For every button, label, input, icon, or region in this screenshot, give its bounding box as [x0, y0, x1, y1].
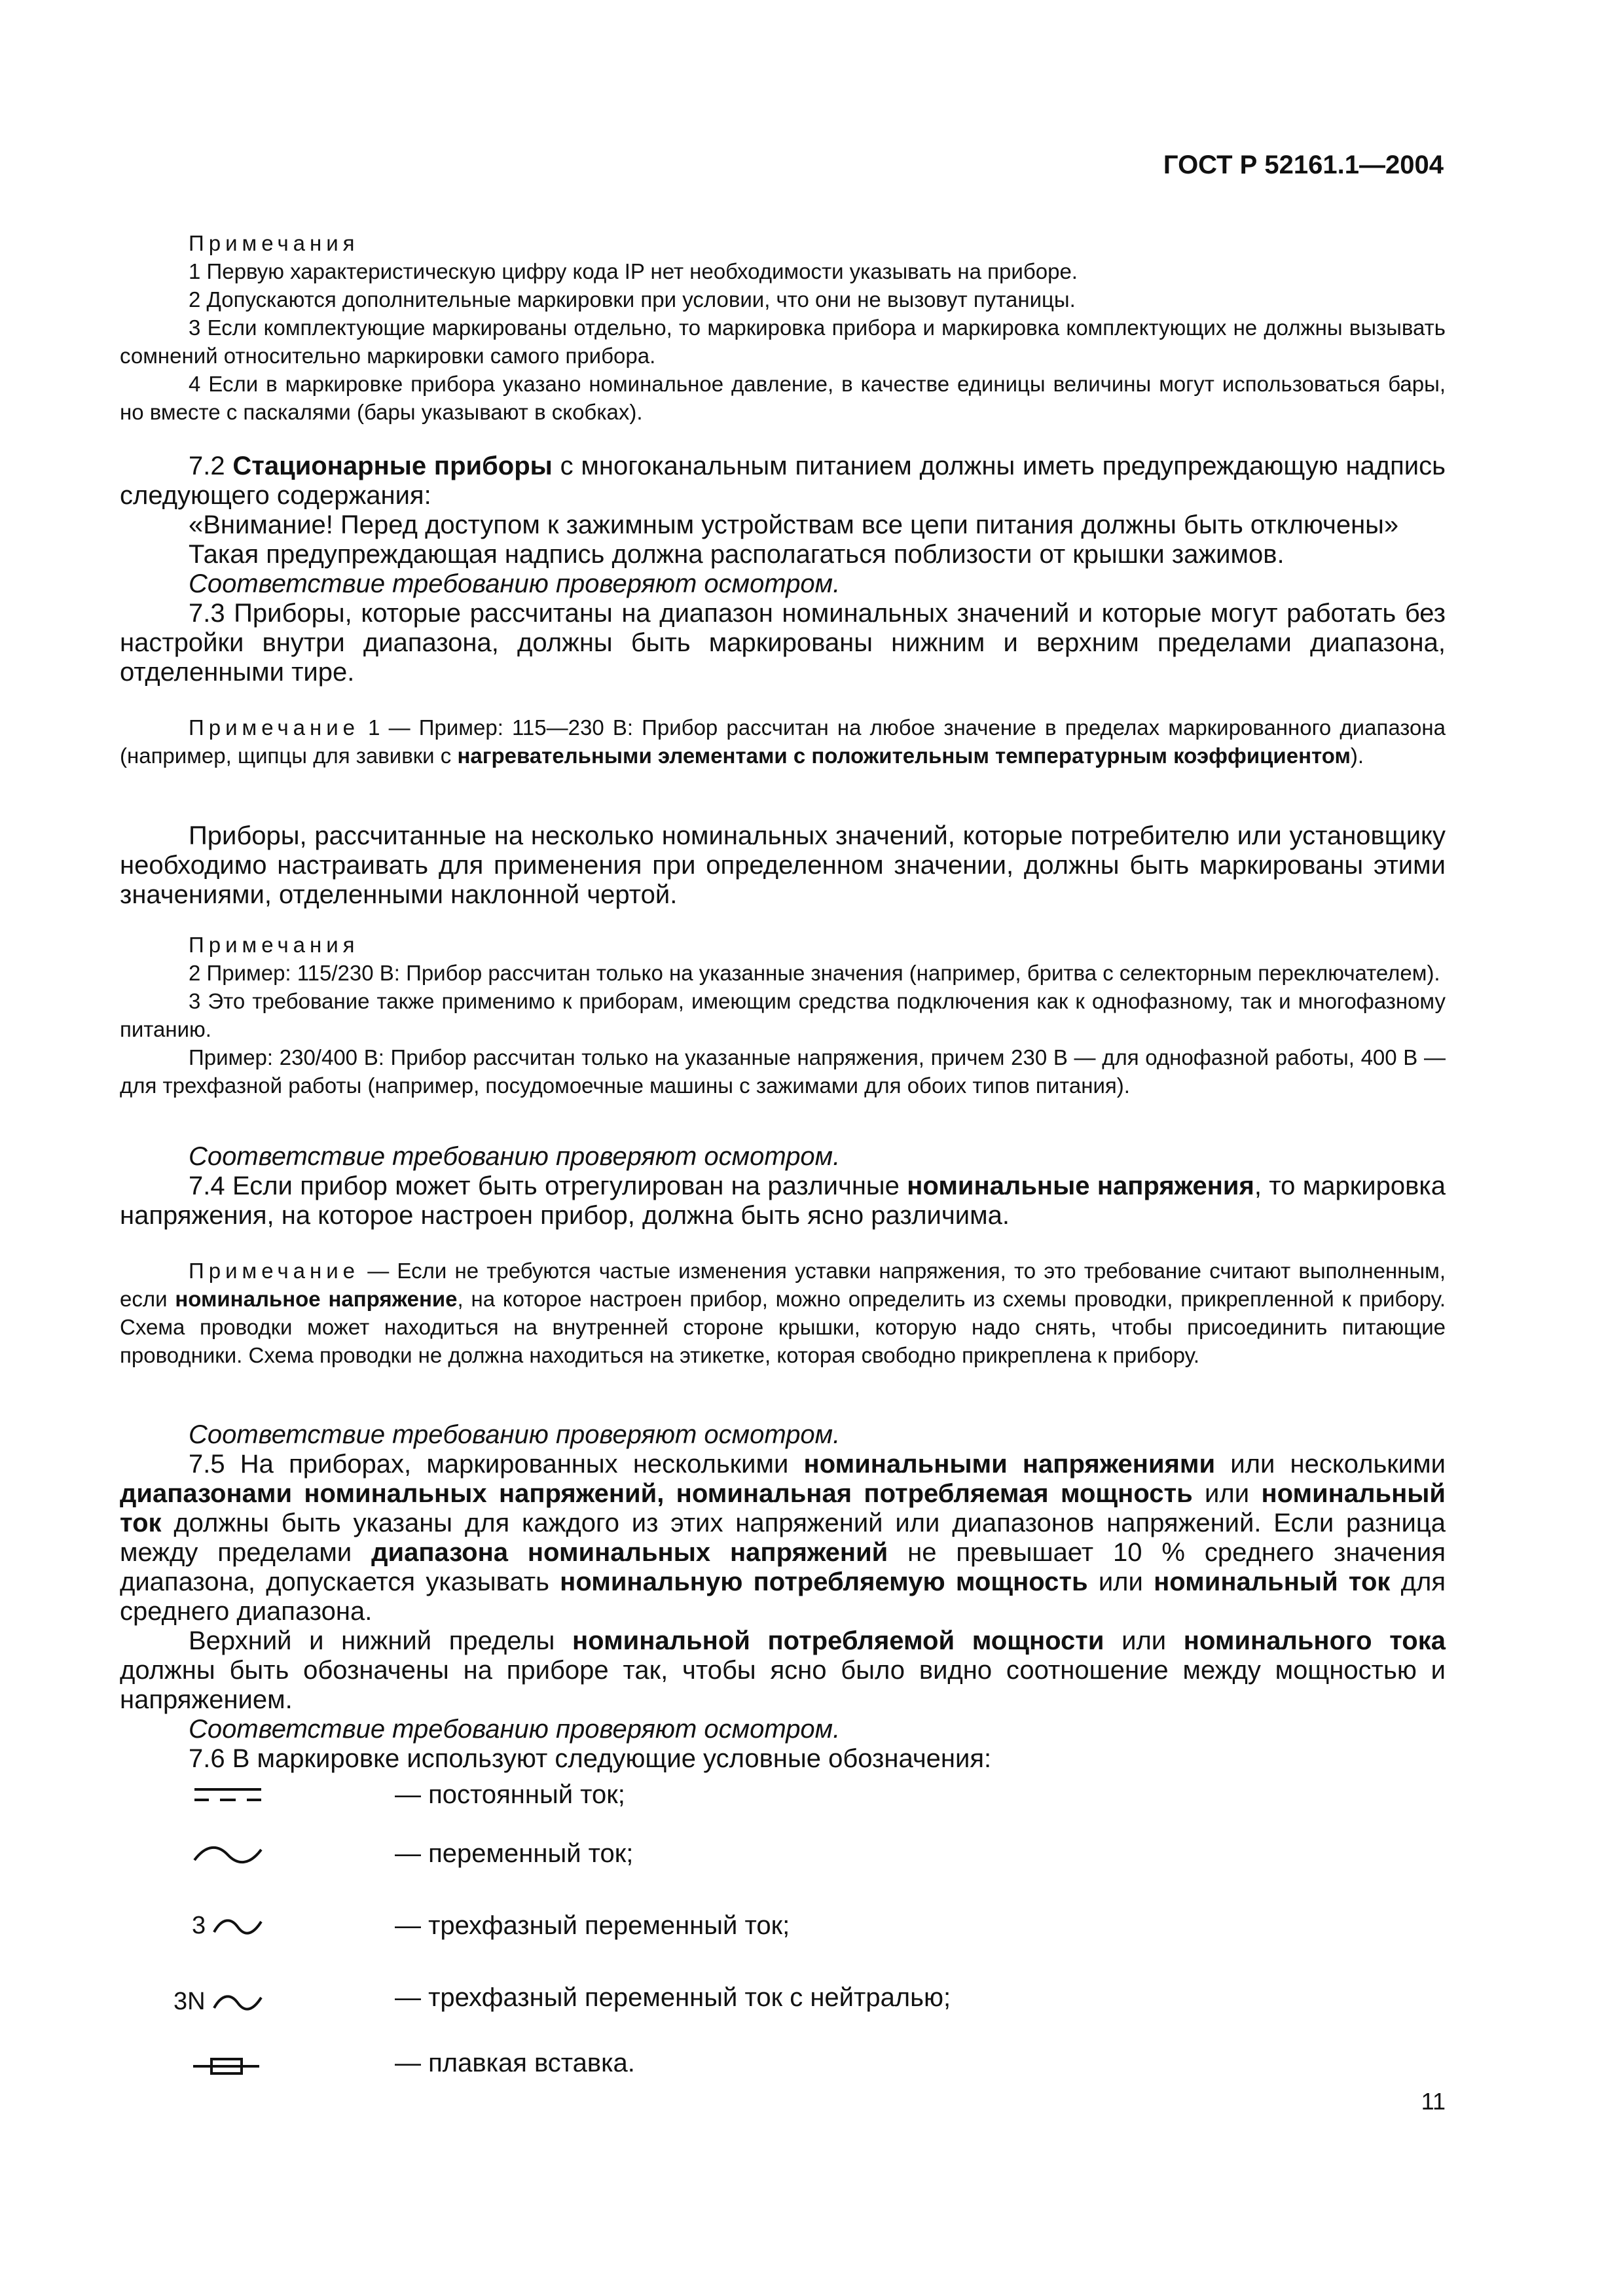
notes-heading: Примечания: [189, 231, 359, 255]
compliance-line: Соответствие требованию проверяют осмотром.: [189, 569, 841, 598]
symbol-description: — трехфазный переменный ток;: [395, 1911, 790, 1940]
symbol-prefix: 3: [192, 1912, 206, 1939]
direct-current-icon: [192, 1785, 264, 1805]
symbol-list: [120, 1780, 1446, 2081]
clause-text: должны быть указаны для каждого из этих напряжений или диапазонов напряжений. Если разница между пределами: [120, 1509, 1446, 1567]
clause-text: или: [1192, 1479, 1262, 1508]
term-bold: номинальной потребляемой мощности: [572, 1626, 1104, 1655]
clause-text: для среднего диапазона.: [120, 1568, 1446, 1626]
note-item: 1 Первую характеристическую цифру кода IP нет необходимости указывать на приборе.: [189, 259, 1078, 283]
term-bold: номинального тока: [1183, 1626, 1446, 1655]
symbol-row-3ph: [120, 1911, 971, 1964]
note-item: 3 Если комплектующие маркированы отдельно, то маркировка прибора и маркировка комплектующих не должны вызывать сомнений относительно маркировки самого прибора.: [120, 315, 1446, 368]
symbol-row-3n: [120, 1983, 1102, 2036]
clause-text: , то маркировка напряжения, на которое настроен прибор, должна быть ясно различима.: [120, 1172, 1446, 1230]
note-item: 3 Это требование также применимо к приборам, имеющим средства подключения как к однофазному, так и многофазному питанию.: [120, 989, 1446, 1041]
symbol-row-fuse: [120, 2049, 905, 2101]
symbol-prefix: 3N: [173, 1988, 206, 2015]
notes-block-2: [120, 931, 1446, 1100]
clause-text: не превышает 10 % среднего значения диапазона, допускается указывать: [120, 1538, 1446, 1596]
term-bold: номинальную потребляемую мощность: [560, 1568, 1088, 1596]
symbol-description: — плавкая вставка.: [395, 2049, 635, 2077]
note-label: Примечание: [189, 715, 360, 740]
clause-paragraph: [120, 1450, 1446, 1626]
note-item: 2 Пример: 115/230 В: Прибор рассчитан только на указанные значения (например, бритва с селекторным переключателем).: [189, 961, 1440, 985]
three-phase-neutral-ac-icon: [211, 1990, 264, 2016]
clause-7-6-intro: 7.6 В маркировке используют следующие условные обозначения:: [189, 1744, 992, 1773]
note-text: — Если не требуются частые изменения уставки напряжения, то это требование считают выполненным, если: [120, 1259, 1446, 1311]
note-text: ).: [1350, 744, 1364, 768]
clause-text: или: [1104, 1626, 1184, 1655]
note-item: 2 Допускаются дополнительные маркировки при условии, что они не вызовут путаницы.: [189, 287, 1076, 312]
clause-7-4: [120, 1142, 1446, 1230]
term-bold: номинальные напряжения: [907, 1172, 1254, 1200]
clause-7-3: [120, 599, 1446, 687]
fuse-link-icon: [192, 2056, 261, 2076]
symbol-row-dc: [120, 1780, 905, 1833]
clause-7-5: [120, 1420, 1446, 1774]
term-bold: номинальный ток: [120, 1479, 1446, 1537]
clause-text: или несколькими: [1215, 1450, 1446, 1479]
term-bold: номинальное напряжение: [175, 1287, 458, 1311]
symbol-row-ac: [120, 1839, 905, 1892]
symbol-description: — трехфазный переменный ток с нейтралью;: [395, 1983, 951, 2012]
term-bold: номинальными напряжениями: [803, 1450, 1216, 1479]
three-phase-ac-icon: [211, 1914, 264, 1940]
clause-paragraph: Приборы, рассчитанные на несколько номинальных значений, которые потребителю или установщику необходимо настраивать для применения при определенном значении, должны быть маркированы этими значениями, отделенными наклонной чертой.: [120, 821, 1446, 909]
term-bold: номинальный ток: [1154, 1568, 1391, 1596]
clause-7-3-note-1: [120, 713, 1446, 770]
alternating-current-icon: [192, 1842, 264, 1868]
clause-7-2: [120, 452, 1446, 599]
clause-text: 7.4 Если прибор может быть отрегулирован на различные: [189, 1172, 907, 1200]
symbol-description: — переменный ток;: [395, 1839, 634, 1868]
compliance-line: Соответствие требованию проверяют осмотром.: [189, 1420, 841, 1449]
warning-quote: «Внимание! Перед доступом к зажимным устройствам все цепи питания должны быть отключены»: [189, 511, 1399, 539]
clause-paragraph: 7.3 Приборы, которые рассчитаны на диапазон номинальных значений и которые могут работать без настройки внутри диапазона, должны быть маркированы нижним и верхним пределами диапазона, отделенными тире.: [120, 599, 1446, 687]
clause-7-4-note: [120, 1257, 1446, 1369]
clause-7-3-para-2: [120, 821, 1446, 910]
page-number: 11: [1421, 2088, 1446, 2115]
clause-text: Такая предупреждающая надпись должна располагаться поблизости от крышки зажимов.: [189, 540, 1285, 569]
compliance-line: Соответствие требованию проверяют осмотром.: [189, 1715, 841, 1744]
term-bold: нагревательными элементами с положительным температурным коэффициентом: [457, 744, 1351, 768]
clause-text: Верхний и нижний пределы: [189, 1626, 572, 1655]
clause-number: 7.2: [189, 452, 233, 480]
term-bold: диапазона номинальных напряжений: [371, 1538, 888, 1567]
clause-paragraph: [120, 1626, 1446, 1715]
term-bold: Стационарные приборы: [232, 452, 553, 480]
note-paragraph: [120, 1257, 1446, 1369]
symbol-description: — постоянный ток;: [395, 1780, 625, 1809]
document-header-id: ГОСТ Р 52161.1—2004: [1163, 151, 1444, 179]
note-item: 4 Если в маркировке прибора указано номинальное давление, в качестве единицы величины могут использоваться бары, но вместе с паскалями (бары указывают в скобках).: [120, 372, 1446, 424]
notes-block-1: [120, 229, 1446, 426]
note-text: 1 — Пример: 115—230 В: Прибор рассчитан на любое значение в пределах маркированного диапазона (например, щипцы для завивки с: [120, 715, 1446, 768]
clause-text: с многоканальным питанием должны иметь предупреждающую надпись следующего содержания:: [120, 452, 1446, 510]
note-paragraph: [120, 713, 1446, 770]
notes-heading: Примечания: [189, 933, 359, 957]
clause-text: или: [1087, 1568, 1154, 1596]
term-bold: диапазонами номинальных напряжений, номинальная потребляемая мощность: [120, 1479, 1193, 1508]
clause-text: должны быть обозначены на приборе так, чтобы ясно было видно соотношение между мощностью и напряжением.: [120, 1656, 1446, 1714]
clause-paragraph: [120, 1172, 1446, 1230]
note-text: , на которое настроен прибор, можно определить из схемы проводки, прикрепленной к прибору. Схема проводки может находиться на внутренней стороне крышки, которую надо снять, чтобы присоединить питающие проводники. Схема проводки не должна находиться на этикетке, которая свободно прикреплена к прибору.: [120, 1287, 1446, 1367]
compliance-line: Соответствие требованию проверяют осмотром.: [189, 1142, 841, 1171]
clause-paragraph: [120, 452, 1446, 511]
note-label: Примечание: [189, 1259, 360, 1283]
clause-text: 7.5 На приборах, маркированных несколькими: [189, 1450, 804, 1479]
note-example: Пример: 230/400 В: Прибор рассчитан только на указанные напряжения, причем 230 В — для однофазной работы, 400 В — для трехфазной работы (например, посудомоечные машины с зажимами для обоих типов питания).: [120, 1045, 1446, 1098]
